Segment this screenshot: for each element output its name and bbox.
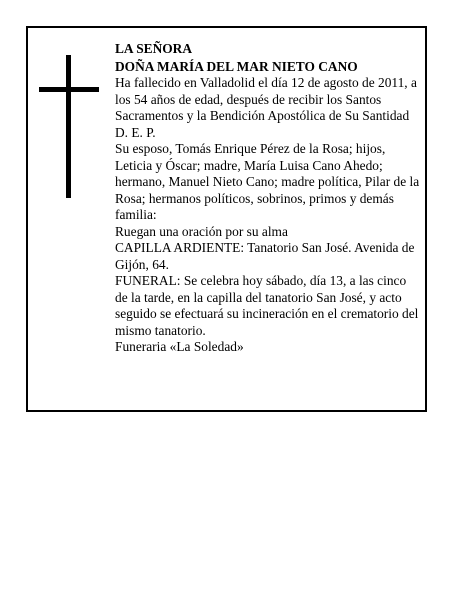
deceased-name: DOÑA MARÍA DEL MAR NIETO CANO xyxy=(115,58,358,74)
cross-vertical-bar xyxy=(66,55,71,198)
latin-cross-icon xyxy=(39,55,99,198)
obituary-notice xyxy=(26,26,427,412)
funeral-home: Funeraria «La Soledad» xyxy=(115,339,244,354)
funeral-info: FUNERAL: Se celebra hoy sábado, día 13, a las cinco de la tarde, en la capilla del tanatorio San José, y acto seguido se efectuará su incineración en el crematorio del mismo tanatorio. xyxy=(115,273,419,338)
prayer-request: Ruegan una oración por su alma xyxy=(115,223,288,239)
death-announcement: Ha fallecido en Valladolid el día 12 de agosto de 2011, a los 54 años de edad, después de recibir los Santos Sacramentos y la Bendición Apostólica de Su Santidad D. E. P. xyxy=(115,75,417,140)
notice-body xyxy=(115,41,420,356)
cross-horizontal-bar xyxy=(39,87,99,92)
notice-heading-title: LA SEÑORA xyxy=(115,41,193,56)
family-list: Su esposo, Tomás Enrique Pérez de la Rosa; hijos, Leticia y Óscar; madre, María Luisa Cano Ahedo; hermano, Manuel Nieto Cano; madre política, Pilar de la Rosa; hermanos políticos, sobrinos, primos y demás familia: xyxy=(115,141,420,222)
chapel-info: CAPILLA ARDIENTE: Tanatorio San José. Avenida de Gijón, 64. xyxy=(115,240,415,272)
